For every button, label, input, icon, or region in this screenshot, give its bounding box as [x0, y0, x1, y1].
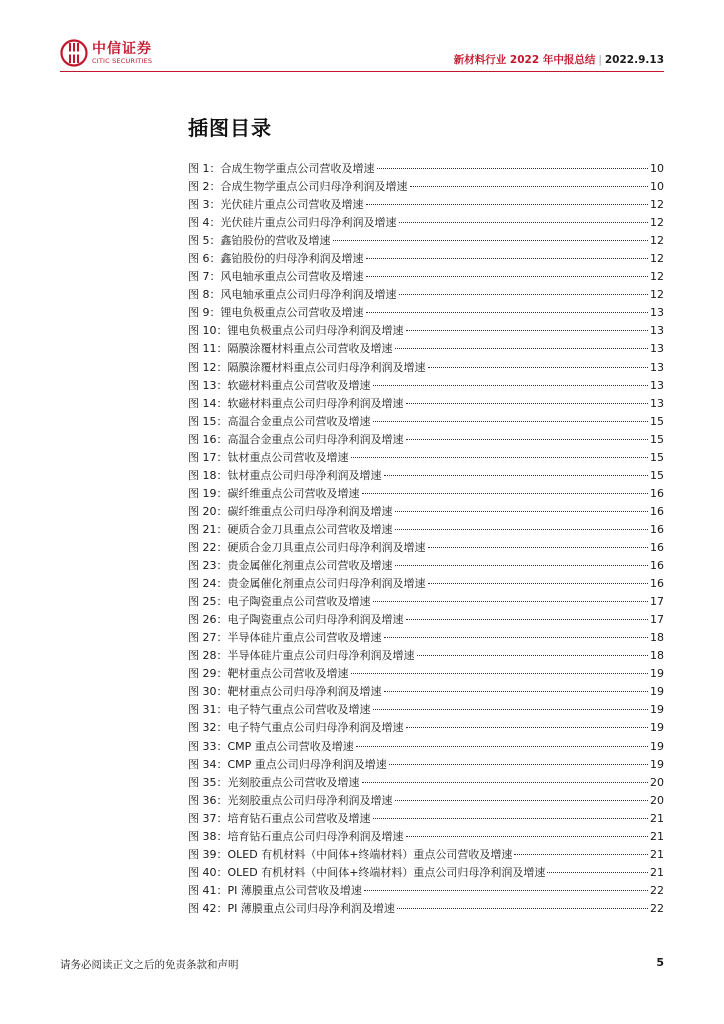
citic-logo: [60, 38, 152, 68]
toc-entry[interactable]: [188, 882, 664, 900]
toc-leader-dots: [406, 403, 649, 404]
toc-entry-page: 16: [650, 504, 664, 518]
toc-entry[interactable]: [188, 196, 664, 214]
toc-leader-dots: [428, 367, 649, 368]
header-separator: |: [598, 54, 602, 66]
toc-entry-page: 21: [650, 865, 664, 879]
toc-entry-label: 图 37：培育钻石重点公司营收及增速: [188, 811, 371, 825]
toc-entry[interactable]: [188, 160, 664, 178]
toc-entry-label: 图 21：硬质合金刀具重点公司营收及增速: [188, 522, 393, 536]
toc-leader-dots: [547, 872, 648, 873]
toc-entry-page: 21: [650, 829, 664, 843]
toc-leader-dots: [514, 854, 648, 855]
toc-entry[interactable]: [188, 647, 664, 665]
toc-entry[interactable]: [188, 485, 664, 503]
toc-entry[interactable]: [188, 304, 664, 322]
toc-entry-page: 17: [650, 595, 664, 609]
toc-entry-label: 图 2：合成生物学重点公司归母净利润及增速: [188, 180, 408, 194]
toc-entry-page: 19: [650, 757, 664, 771]
toc-entry[interactable]: [188, 828, 664, 846]
toc-entry[interactable]: [188, 864, 664, 882]
brand-name-cn: 中信证券: [92, 40, 152, 57]
toc-entry-page: 15: [650, 450, 664, 464]
toc-leader-dots: [366, 276, 649, 277]
header-divider: [60, 71, 664, 72]
toc-leader-dots: [406, 836, 649, 837]
toc-leader-dots: [395, 529, 649, 530]
toc-entry[interactable]: [188, 449, 664, 467]
toc-entry-label: 图 18：钛材重点公司归母净利润及增速: [188, 468, 382, 482]
toc-entry[interactable]: [188, 756, 664, 774]
toc-entry-page: 19: [650, 739, 664, 753]
toc-leader-dots: [406, 330, 649, 331]
toc-entry[interactable]: [188, 611, 664, 629]
header-report-info: [454, 52, 664, 67]
toc-entry-label: 图 32：电子特气重点公司归母净利润及增速: [188, 721, 404, 735]
toc-entry-label: 图 8：风电轴承重点公司归母净利润及增速: [188, 288, 397, 302]
toc-leader-dots: [417, 655, 649, 656]
toc-entry-page: 16: [650, 577, 664, 591]
toc-entry-page: 18: [650, 631, 664, 645]
toc-leader-dots: [351, 457, 649, 458]
toc-leader-dots: [366, 204, 649, 205]
toc-entry-page: 21: [650, 847, 664, 861]
toc-leader-dots: [364, 890, 648, 891]
toc-entry-page: 16: [650, 540, 664, 554]
toc-entry-label: 图 9：锂电负极重点公司营收及增速: [188, 306, 364, 320]
toc-entry-page: 19: [650, 685, 664, 699]
toc-leader-dots: [351, 673, 649, 674]
toc-entry[interactable]: [188, 593, 664, 611]
toc-entry-page: 15: [650, 414, 664, 428]
toc-entry-label: 图 40：OLED 有机材料（中间体+终端材料）重点公司归母净利润及增速: [188, 865, 546, 879]
toc-leader-dots: [406, 727, 649, 728]
toc-entry-page: 19: [650, 703, 664, 717]
toc-leader-dots: [384, 691, 649, 692]
toc-entry-label: 图 23：贵金属催化剂重点公司营收及增速: [188, 559, 393, 573]
toc-entry-label: 图 7：风电轴承重点公司营收及增速: [188, 270, 364, 284]
brand-name-en: CITIC SECURITIES: [92, 56, 153, 65]
report-title: 新材料行业 2022 年中报总结: [453, 54, 596, 66]
toc-leader-dots: [399, 294, 649, 295]
page-title: 插图目录: [188, 116, 272, 140]
toc-entry-page: 13: [650, 306, 664, 320]
toc-entry-label: 图 20：碳纤维重点公司归母净利润及增速: [188, 504, 393, 518]
toc-entry-page: 12: [650, 216, 664, 230]
toc-entry-label: 图 1：合成生物学重点公司营收及增速: [188, 162, 375, 175]
toc-entry-page: 12: [650, 288, 664, 302]
toc-entry-label: 图 24：贵金属催化剂重点公司归母净利润及增速: [188, 577, 426, 591]
toc-entry-label: 图 15：高温合金重点公司营收及增速: [188, 414, 371, 428]
toc-entry-label: 图 16：高温合金重点公司归母净利润及增速: [188, 432, 404, 446]
toc-entry[interactable]: [188, 286, 664, 304]
toc-entry[interactable]: [188, 395, 664, 413]
report-date: 2022.9.13: [604, 54, 664, 66]
toc-leader-dots: [362, 493, 649, 494]
toc-entry-page: 13: [650, 324, 664, 338]
toc-entry-label: 图 39：OLED 有机材料（中间体+终端材料）重点公司营收及增速: [188, 847, 513, 861]
toc-entry-label: 图 38：培育钻石重点公司归母净利润及增速: [188, 829, 404, 843]
toc-leader-dots: [389, 764, 648, 765]
toc-entry-page: 15: [650, 468, 664, 482]
toc-entry[interactable]: [188, 665, 664, 683]
toc-entry-page: 16: [650, 522, 664, 536]
toc-entry[interactable]: [188, 738, 664, 756]
toc-entry-label: 图 14：软磁材料重点公司归母净利润及增速: [188, 396, 404, 410]
toc-entry-label: 图 29：靶材重点公司营收及增速: [188, 667, 349, 681]
toc-entry-page: 12: [650, 198, 664, 212]
toc-entry-page: 10: [650, 180, 664, 194]
toc-entry[interactable]: [188, 792, 664, 810]
toc-entry-page: 12: [650, 234, 664, 248]
toc-entry-page: 13: [650, 396, 664, 410]
toc-entry-label: 图 35：光刻胶重点公司营收及增速: [188, 775, 360, 789]
toc-leader-dots: [399, 222, 649, 223]
toc-entry-page: 13: [650, 360, 664, 374]
toc-entry-label: 图 12：隔膜涂覆材料重点公司归母净利润及增速: [188, 360, 426, 374]
toc-entry[interactable]: [188, 322, 664, 340]
page-header: [60, 38, 664, 68]
toc-entry-page: 10: [650, 162, 664, 175]
toc-entry[interactable]: [188, 340, 664, 358]
toc-leader-dots: [384, 475, 649, 476]
toc-entry-label: 图 41：PI 薄膜重点公司营收及增速: [188, 883, 362, 897]
toc-entry[interactable]: [188, 178, 664, 196]
toc-entry-page: 13: [650, 378, 664, 392]
toc-entry[interactable]: [188, 629, 664, 647]
toc-entry-page: 20: [650, 775, 664, 789]
toc-entry-label: 图 10：锂电负极重点公司归母净利润及增速: [188, 324, 404, 338]
toc-entry-label: 图 22：硬质合金刀具重点公司归母净利润及增速: [188, 540, 426, 554]
toc-entry-page: 12: [650, 270, 664, 284]
toc-entry[interactable]: [188, 431, 664, 449]
toc-entry-page: 15: [650, 432, 664, 446]
toc-entry-label: 图 17：钛材重点公司营收及增速: [188, 450, 349, 464]
toc-entry[interactable]: [188, 810, 664, 828]
toc-leader-dots: [373, 421, 649, 422]
toc-leader-dots: [406, 439, 649, 440]
toc-entry-label: 图 25：电子陶瓷重点公司营收及增速: [188, 595, 371, 609]
toc-entry[interactable]: [188, 846, 664, 864]
toc-leader-dots: [373, 601, 649, 602]
toc-leader-dots: [395, 800, 649, 801]
toc-entry-page: 21: [650, 811, 664, 825]
toc-entry[interactable]: [188, 575, 664, 593]
toc-leader-dots: [373, 385, 649, 386]
toc-entry[interactable]: [188, 557, 664, 575]
toc-entry-page: 17: [650, 613, 664, 627]
toc-entry-label: 图 36：光刻胶重点公司归母净利润及增速: [188, 793, 393, 807]
toc-leader-dots: [395, 565, 649, 566]
toc-entry-label: 图 42：PI 薄膜重点公司归母净利润及增速: [188, 901, 395, 915]
toc-entry-label: 图 30：靶材重点公司归母净利润及增速: [188, 685, 382, 699]
toc-entry[interactable]: [188, 719, 664, 737]
toc-entry[interactable]: [188, 413, 664, 431]
toc-leader-dots: [406, 619, 649, 620]
toc-entry-label: 图 4：光伏硅片重点公司归母净利润及增速: [188, 216, 397, 230]
toc-entry-page: 12: [650, 252, 664, 266]
toc-entry[interactable]: [188, 214, 664, 232]
toc-leader-dots: [428, 547, 649, 548]
toc-entry-label: 图 27：半导体硅片重点公司营收及增速: [188, 631, 382, 645]
toc-leader-dots: [373, 818, 649, 819]
toc-entry[interactable]: [188, 503, 664, 521]
toc-entry-label: 图 33：CMP 重点公司营收及增速: [188, 739, 354, 753]
toc-leader-dots: [397, 908, 648, 909]
toc-entry-page: 18: [650, 649, 664, 663]
toc-entry-label: 图 3：光伏硅片重点公司营收及增速: [188, 198, 364, 212]
toc-entry-label: 图 34：CMP 重点公司归母净利润及增速: [188, 757, 387, 771]
toc-entry-page: 19: [650, 721, 664, 735]
toc-leader-dots: [362, 782, 649, 783]
toc-leader-dots: [366, 312, 649, 313]
toc-entry-label: 图 31：电子特气重点公司营收及增速: [188, 703, 371, 717]
toc-entry[interactable]: [188, 539, 664, 557]
toc-leader-dots: [366, 258, 649, 259]
toc-entry[interactable]: [188, 900, 664, 918]
toc-leader-dots: [373, 709, 649, 710]
toc-entry[interactable]: [188, 377, 664, 395]
toc-entry[interactable]: [188, 467, 664, 485]
toc-entry[interactable]: [188, 232, 664, 250]
toc-entry-label: 图 6：鑫铂股份的归母净利润及增速: [188, 252, 364, 266]
toc-leader-dots: [428, 583, 649, 584]
toc-entry-label: 图 13：软磁材料重点公司营收及增速: [188, 378, 371, 392]
toc-leader-dots: [410, 186, 649, 187]
toc-leader-dots: [395, 511, 649, 512]
toc-entry-page: 16: [650, 486, 664, 500]
toc-entry-page: 16: [650, 559, 664, 573]
toc-entry-label: 图 28：半导体硅片重点公司归母净利润及增速: [188, 649, 415, 663]
toc-leader-dots: [377, 168, 649, 169]
toc-entry-label: 图 19：碳纤维重点公司营收及增速: [188, 486, 360, 500]
toc-entry-page: 22: [650, 883, 664, 897]
toc-entry-label: 图 5：鑫铂股份的营收及增速: [188, 234, 331, 248]
toc-leader-dots: [395, 348, 649, 349]
figure-toc-list: [188, 160, 664, 918]
toc-leader-dots: [333, 240, 649, 241]
toc-entry-page: 13: [650, 342, 664, 356]
footer-disclaimer: 请务必阅读正文之后的免责条款和声明: [60, 959, 239, 971]
toc-entry-page: 19: [650, 667, 664, 681]
toc-entry[interactable]: [188, 250, 664, 268]
toc-entry[interactable]: [188, 701, 664, 719]
toc-entry-page: 20: [650, 793, 664, 807]
toc-entry[interactable]: [188, 521, 664, 539]
toc-entry[interactable]: [188, 359, 664, 377]
toc-entry[interactable]: [188, 774, 664, 792]
toc-entry[interactable]: [188, 683, 664, 701]
citic-logo-icon: [60, 39, 88, 67]
page-number: 5: [656, 956, 664, 969]
toc-leader-dots: [356, 746, 648, 747]
toc-entry-page: 22: [650, 901, 664, 915]
toc-entry-label: 图 11：隔膜涂覆材料重点公司营收及增速: [188, 342, 393, 356]
toc-entry[interactable]: [188, 268, 664, 286]
toc-entry-label: 图 26：电子陶瓷重点公司归母净利润及增速: [188, 613, 404, 627]
toc-leader-dots: [384, 637, 649, 638]
